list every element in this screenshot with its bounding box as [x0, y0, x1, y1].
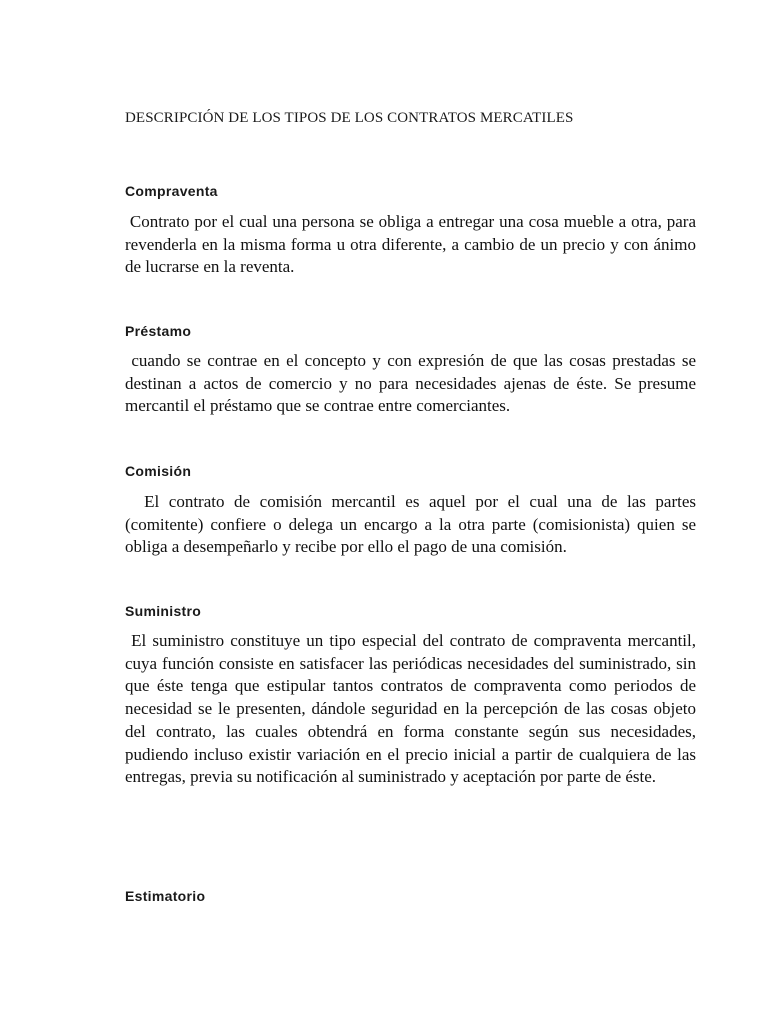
section-heading: Préstamo [125, 323, 192, 339]
section-body: El suministro constituye un tipo especial del contrato de compraventa mercantil, cuya función consiste en satisfacer las periódicas necesidades del suministrado, sin que éste tenga que estipular tantos contratos de compraventa como periodos de necesidad se le presenten, dándole seguridad en la percepción de las cosas objeto del contrato, las cuales obtendrá en forma constante según sus necesidades, pudiendo incluso existir variación en el precio inicial a partir de cualquiera de las entregas, previa su notificación al suministrado y aceptación por parte de éste. [125, 631, 701, 787]
section-suministro [125, 601, 701, 789]
section-comision [125, 461, 701, 559]
section-compraventa [125, 181, 701, 279]
section-heading: Compraventa [125, 183, 218, 199]
section-body: Contrato por el cual una persona se obliga a entregar una cosa mueble a otra, para revenderla en la misma forma u otra diferente, a cambio de un precio y con ánimo de lucrarse en la reventa. [125, 212, 701, 277]
section-estimatorio [125, 886, 696, 906]
section-body: cuando se contrae en el concepto y con expresión de que las cosas prestadas se destinan a actos de comercio y no para necesidades ajenas de éste. Se presume mercantil el préstamo que se contrae entre comerciantes. [125, 351, 701, 416]
section-heading: Comisión [125, 463, 192, 479]
section-heading: Suministro [125, 603, 202, 619]
section-heading: Estimatorio [125, 888, 206, 904]
section-body: El contrato de comisión mercantil es aquel por el cual una de las partes (comitente) confiere o delega un encargo a la otra parte (comisionista) quien se obliga a desempeñarlo y recibe por ello el pago de una comisión. [125, 492, 701, 557]
section-prestamo [125, 321, 701, 418]
document-title: DESCRIPCIÓN DE LOS TIPOS DE LOS CONTRATOS MERCATILES [125, 110, 574, 126]
